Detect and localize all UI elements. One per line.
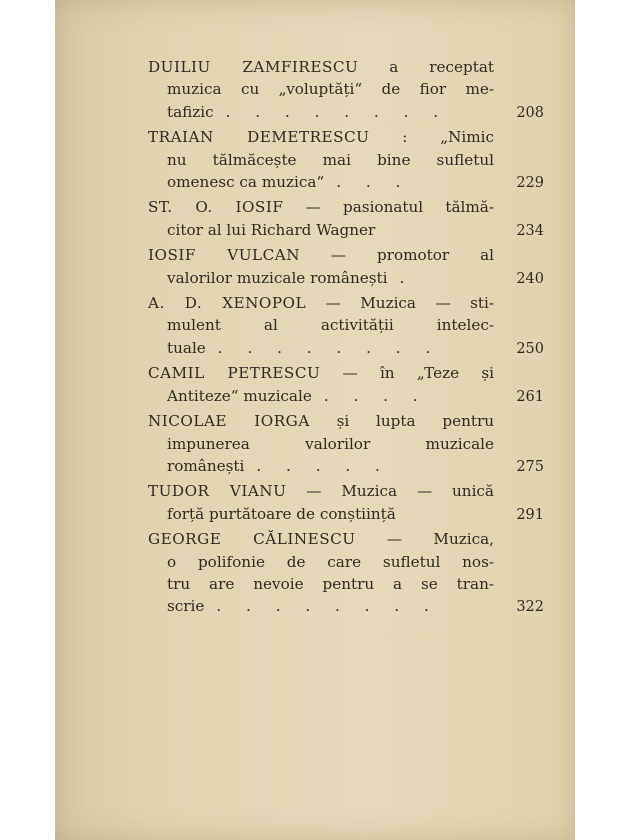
entry-title-text: — promotor al <box>300 246 495 265</box>
toc-entry-line <box>148 480 544 502</box>
toc-entry-line <box>148 267 544 290</box>
toc-entry-text <box>167 78 494 100</box>
entry-title-text: românești <box>167 456 245 475</box>
toc-entry-text <box>148 362 494 384</box>
toc-entry-line <box>148 455 544 478</box>
author-name: NICOLAE IORGA <box>148 412 310 431</box>
entry-title-text: a receptat <box>358 58 494 76</box>
leader-dots: . . . . . . . . <box>225 102 449 121</box>
toc-entry-text <box>167 551 494 573</box>
toc-entry-line <box>148 385 544 408</box>
entry-title-text: — pasionatul tălmă- <box>283 198 494 217</box>
author-name: A. D. XENOPOL <box>148 294 307 313</box>
book-page <box>55 0 575 840</box>
leader-dots: . . . . . . . . <box>217 338 441 357</box>
toc-entry-text <box>167 385 494 407</box>
toc-entry-line <box>148 503 544 526</box>
table-of-contents <box>148 56 544 621</box>
entry-title-text: : „Nimic <box>369 128 494 147</box>
toc-entry-line <box>148 433 544 455</box>
entry-title-text: impunerea valorilor muzicale <box>167 434 494 453</box>
toc-entry-text <box>167 573 494 595</box>
author-name: DUILIU ZAMFIRESCU <box>148 58 359 76</box>
page-number: 261 <box>516 388 544 405</box>
entry-title-text: tru are nevoie pentru a se tran- <box>167 574 494 593</box>
entry-title-text: — Muzica, <box>355 530 494 549</box>
toc-entry-text <box>148 292 494 314</box>
page-number: 291 <box>516 506 544 523</box>
entry-title-text: tuale <box>167 338 206 357</box>
entry-title-text: omenesc ca muzica“ <box>167 173 325 192</box>
toc-entry <box>148 362 544 408</box>
toc-entry <box>148 56 544 124</box>
entry-title-text: — Muzica — unică <box>286 482 494 501</box>
toc-entry-line <box>148 78 544 100</box>
page-number: 240 <box>516 270 544 287</box>
toc-entry-text <box>167 433 494 455</box>
toc-entry-line <box>148 573 544 595</box>
page-number: 208 <box>516 104 544 121</box>
toc-entry <box>148 528 544 619</box>
toc-entry-text <box>167 314 494 336</box>
entry-title-text: Antiteze“ muzicale <box>167 386 312 405</box>
toc-entry-line <box>148 56 544 78</box>
leader-dots: . . . . . . . . <box>216 597 439 616</box>
toc-entry-line <box>148 149 544 171</box>
toc-entry-text <box>167 455 494 477</box>
entry-title-text: tafizic <box>167 102 214 121</box>
toc-entry-line <box>148 314 544 336</box>
toc-entry-text <box>167 267 494 289</box>
toc-entry <box>148 196 544 242</box>
toc-entry-text <box>167 503 494 525</box>
toc-entry-text <box>167 337 494 359</box>
toc-entry-line <box>148 196 544 218</box>
toc-entry-text <box>167 219 494 241</box>
leader-dots: . . . . <box>323 386 428 405</box>
entry-title-text: citor al lui Richard Wagner <box>167 220 376 239</box>
toc-entry-text <box>167 595 494 617</box>
toc-entry-line <box>148 410 544 432</box>
entry-title-text: și lupta pentru <box>309 412 494 431</box>
toc-entry-text <box>167 171 494 193</box>
author-name: TUDOR VIANU <box>148 482 287 501</box>
toc-entry-text <box>148 528 494 550</box>
author-name: IOSIF VULCAN <box>148 246 301 265</box>
toc-entry <box>148 244 544 290</box>
author-name: CAMIL PETRESCU <box>148 364 321 383</box>
author-name: TRAIAN DEMETRESCU <box>148 128 370 147</box>
entry-title-text: — în „Teze și <box>320 364 494 383</box>
page-number: 322 <box>516 599 544 616</box>
toc-entry-line <box>148 101 544 124</box>
toc-entry <box>148 126 544 194</box>
toc-entry-line <box>148 244 544 266</box>
page-number: 229 <box>516 175 544 192</box>
toc-entry-line <box>148 528 544 550</box>
author-name: ST. O. IOSIF <box>148 198 284 217</box>
author-name: GEORGE CĂLINESCU <box>148 530 356 549</box>
toc-entry-line <box>148 171 544 194</box>
toc-entry-text <box>148 244 494 266</box>
toc-entry-text <box>167 101 494 123</box>
entry-title-text: nu tălmăcește mai bine sufletul <box>167 150 494 169</box>
toc-entry <box>148 292 544 360</box>
toc-entry <box>148 480 544 526</box>
entry-title-text: forță purtătoare de conștiință <box>167 504 396 523</box>
leader-dots: . <box>399 268 415 287</box>
entry-title-text: — Muzica — sti- <box>306 294 495 313</box>
toc-entry-line <box>148 337 544 360</box>
toc-entry-text <box>148 410 494 432</box>
toc-entry-text <box>167 149 494 171</box>
toc-entry-line <box>148 551 544 573</box>
toc-entry <box>148 410 544 478</box>
page-number: 275 <box>516 458 544 475</box>
page-number: 250 <box>516 340 544 357</box>
entry-title-text: muzica cu „voluptăți“ de fior me- <box>167 80 494 99</box>
toc-entry-line <box>148 292 544 314</box>
toc-entry-line <box>148 126 544 148</box>
leader-dots: . . . . . <box>256 456 390 475</box>
toc-entry-line <box>148 362 544 384</box>
entry-title-text: valorilor muzicale românești <box>167 268 388 287</box>
page-number: 234 <box>516 222 544 239</box>
entry-title-text: mulent al activității intelec- <box>167 316 494 335</box>
leader-dots: . . . <box>336 173 411 192</box>
toc-entry-text <box>148 196 494 218</box>
toc-entry-text <box>148 480 494 502</box>
entry-title-text: scrie <box>167 597 205 616</box>
toc-entry-line <box>148 595 544 618</box>
toc-entry-line <box>148 219 544 242</box>
entry-title-text: o polifonie de care sufletul nos- <box>167 552 494 571</box>
toc-entry-text <box>148 126 494 148</box>
toc-entry-text <box>148 56 494 78</box>
